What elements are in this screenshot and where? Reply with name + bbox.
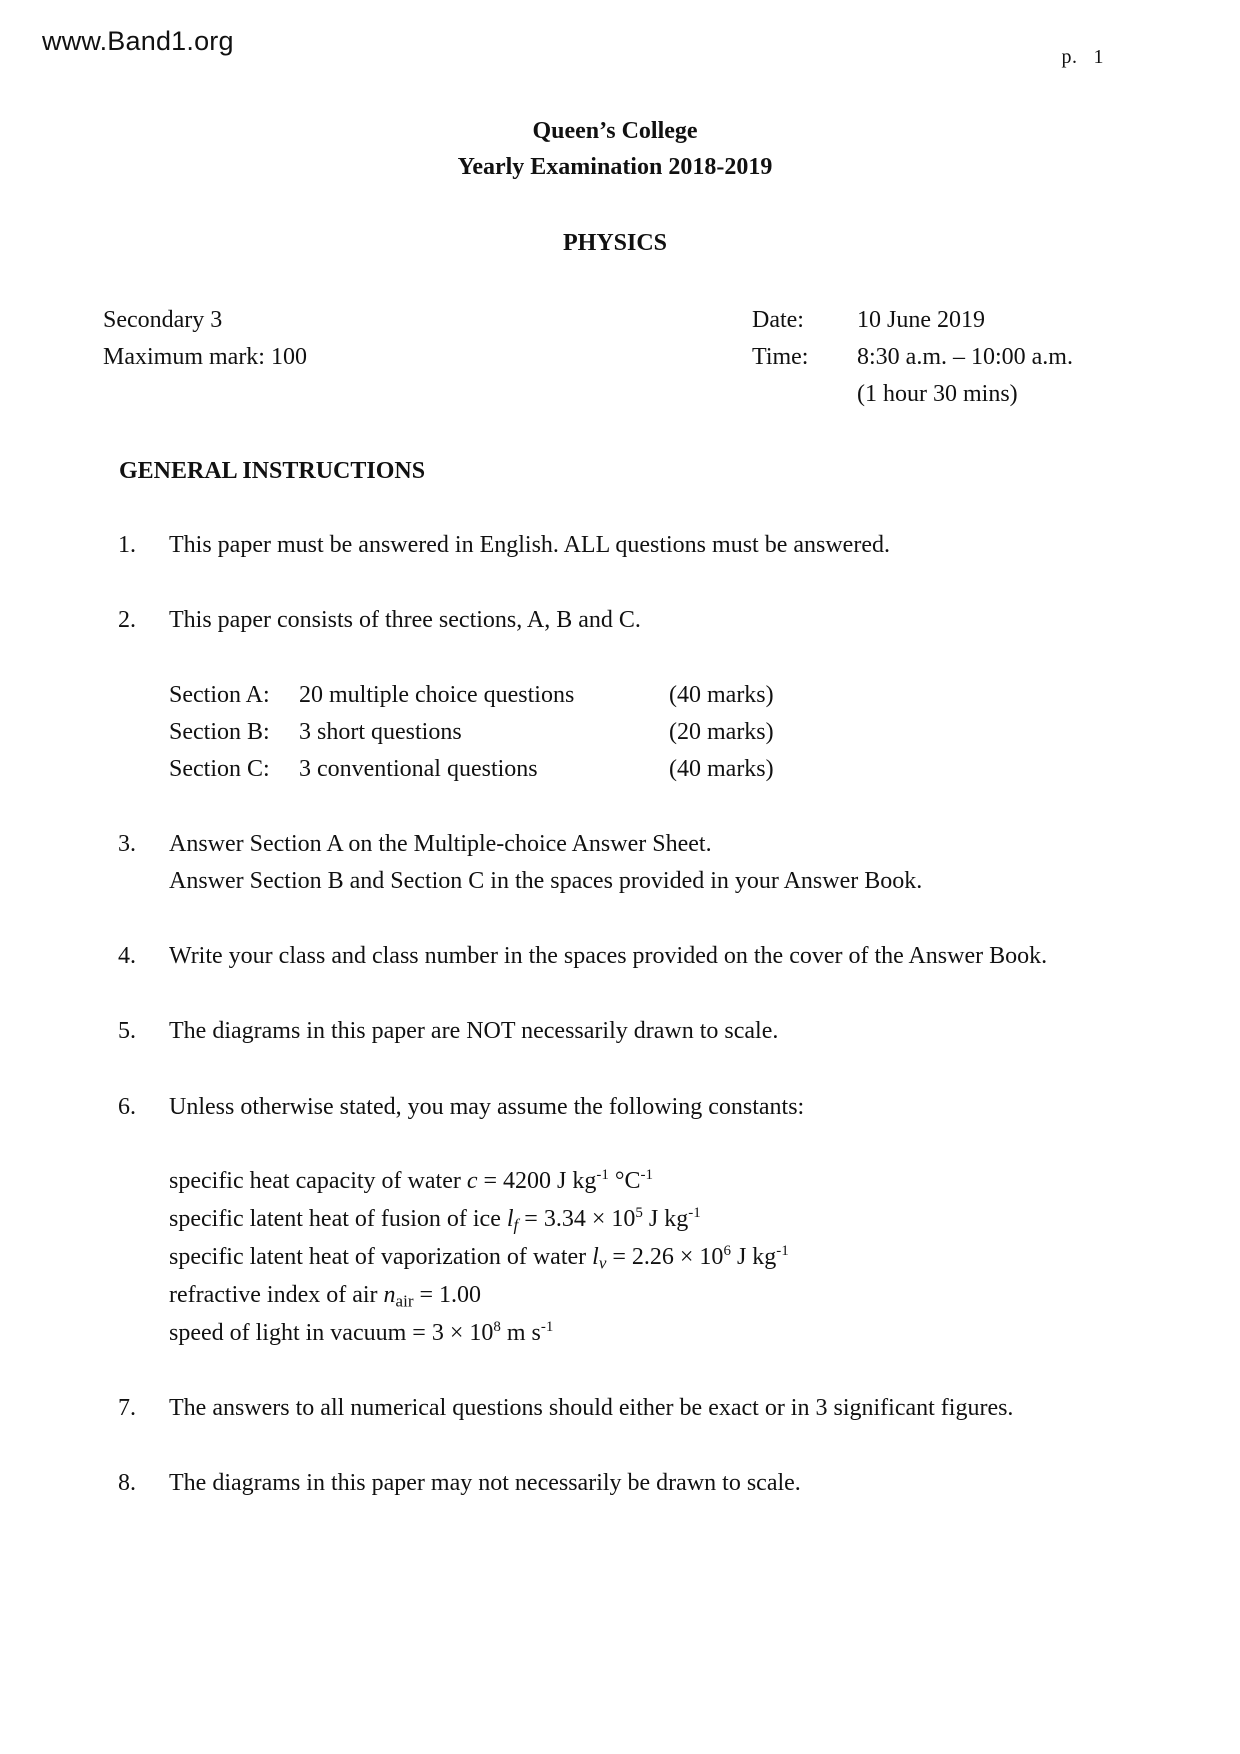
date-value: 10 June 2019 [857, 307, 985, 333]
item-number: 5. [118, 1018, 136, 1044]
section-marks: (20 marks) [669, 719, 774, 745]
constant-unit: J kg [642, 1206, 689, 1232]
item-number: 6. [118, 1094, 136, 1120]
exponent: 6 [723, 1243, 731, 1259]
instruction-text: Answer Section A on the Multiple-choice Answer Sheet. [169, 831, 712, 857]
instruction-text: Write your class and class number in the spaces provided on the cover of the Answer Book. [169, 943, 1048, 969]
constant-refractive-index-air [169, 1282, 481, 1309]
constant-unit: m s [500, 1320, 541, 1346]
duration: (1 hour 30 mins) [857, 381, 1018, 407]
exponent: -1 [688, 1205, 701, 1221]
instruction-text: This paper must be answered in English. ALL questions must be answered. [169, 532, 890, 558]
constant-value: = 4200 J kg [477, 1168, 597, 1194]
instruction-text: Unless otherwise stated, you may assume the following constants: [169, 1094, 805, 1120]
section-description: 3 conventional questions [299, 756, 538, 782]
constant-latent-heat-fusion [169, 1206, 701, 1233]
instruction-text-continued: Answer Section B and Section C in the spaces provided in your Answer Book. [169, 868, 923, 894]
exponent: -1 [596, 1167, 609, 1183]
item-number: 1. [118, 532, 136, 558]
instruction-text: The answers to all numerical questions should either be exact or in 3 significant figures. [169, 1395, 1014, 1421]
constant-symbol: l [592, 1244, 599, 1270]
section-label: Section A: [169, 682, 270, 708]
constant-label: refractive index of air [169, 1282, 384, 1308]
exponent: -1 [640, 1167, 653, 1183]
page-prefix: p. [1061, 46, 1078, 68]
constant-value: speed of light in vacuum = 3 × 10 [169, 1320, 494, 1346]
max-mark: Maximum mark: 100 [103, 344, 307, 370]
constant-symbol: c [466, 1168, 478, 1194]
exponent: -1 [776, 1243, 789, 1259]
watermark-url: www.Band1.org [42, 26, 234, 56]
instruction-text: The diagrams in this paper may not necessarily be drawn to scale. [169, 1470, 801, 1496]
page-number-value: 1 [1093, 46, 1104, 68]
exam-title: Yearly Examination 2018-2019 [457, 154, 773, 180]
item-number: 8. [118, 1470, 136, 1496]
constant-value: = 1.00 [413, 1282, 482, 1308]
subject-title: PHYSICS [562, 230, 668, 256]
time-label: Time: [752, 344, 809, 370]
instructions-heading: GENERAL INSTRUCTIONS [119, 458, 426, 484]
item-number: 7. [118, 1395, 136, 1421]
constant-symbol: n [383, 1282, 396, 1308]
exponent: 5 [635, 1205, 643, 1221]
constant-label: specific heat capacity of water [169, 1168, 467, 1194]
instruction-text: This paper consists of three sections, A, B and C. [169, 607, 641, 633]
constant-value: = 2.26 × 10 [606, 1244, 724, 1270]
exponent: -1 [540, 1319, 554, 1335]
section-description: 20 multiple choice questions [299, 682, 575, 708]
constant-unit: J kg [730, 1244, 777, 1270]
section-marks: (40 marks) [669, 682, 774, 708]
section-label: Section B: [169, 719, 270, 745]
symbol-subscript: air [395, 1291, 414, 1311]
exponent: 8 [493, 1319, 501, 1335]
constant-label: specific latent heat of fusion of ice [169, 1206, 507, 1232]
date-label: Date: [752, 307, 804, 333]
instruction-text: The diagrams in this paper are NOT necessarily drawn to scale. [169, 1018, 779, 1044]
constant-speed-of-light [169, 1320, 553, 1347]
constant-water-heat-capacity [169, 1168, 653, 1195]
section-label: Section C: [169, 756, 270, 782]
section-marks: (40 marks) [669, 756, 774, 782]
item-number: 4. [118, 943, 136, 969]
item-number: 3. [118, 831, 136, 857]
constant-unit: °C [608, 1168, 641, 1194]
item-number: 2. [118, 607, 136, 633]
constant-symbol: l [506, 1206, 514, 1232]
form-level: Secondary 3 [103, 307, 223, 333]
constant-value: = 3.34 × 10 [518, 1206, 636, 1232]
page-number [1062, 46, 1105, 69]
time-value: 8:30 a.m. – 10:00 a.m. [857, 344, 1073, 370]
constant-label: specific latent heat of vaporization of water [169, 1244, 593, 1270]
symbol-subscript: v [598, 1253, 607, 1273]
section-description: 3 short questions [299, 719, 462, 745]
constant-latent-heat-vaporization [169, 1244, 789, 1271]
symbol-subscript: f [513, 1215, 519, 1235]
school-name: Queen’s College [532, 118, 698, 144]
